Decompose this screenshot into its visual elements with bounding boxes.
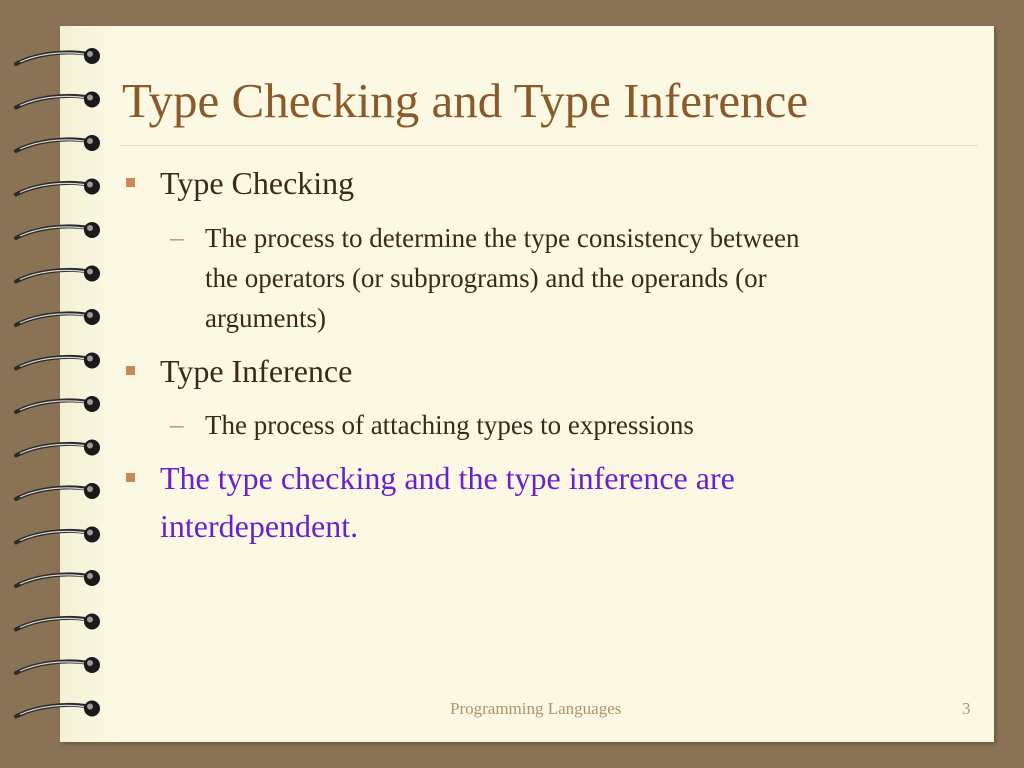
bullet-interdependent-line-1: The type checking and the type inference are: [160, 460, 735, 496]
bullet-marker: [126, 366, 135, 375]
bullet-marker: [126, 178, 135, 187]
bullet-type-checking: Type Checking: [160, 165, 355, 201]
spiral-binding-icon: [10, 40, 110, 740]
sub-bullet-type-checking-line-1: The process to determine the type consistency between: [205, 223, 800, 253]
sub-bullet-type-checking-line-3: arguments): [205, 303, 326, 333]
sub-bullet-dash: –: [170, 222, 184, 252]
bullet-marker: [126, 473, 135, 482]
title-divider: [120, 145, 978, 146]
sub-bullet-type-checking-line-2: the operators (or subprograms) and the operands (or: [205, 263, 767, 293]
slide-title: Type Checking and Type Inference: [122, 73, 809, 128]
footer-course-name: Programming Languages: [450, 699, 622, 718]
sub-bullet-dash: –: [170, 409, 184, 439]
bullet-interdependent-line-2: interdependent.: [160, 508, 359, 544]
bullet-type-inference: Type Inference: [160, 353, 353, 389]
sub-bullet-type-inference: The process of attaching types to expressions: [205, 410, 694, 440]
page-number: 3: [962, 699, 971, 718]
